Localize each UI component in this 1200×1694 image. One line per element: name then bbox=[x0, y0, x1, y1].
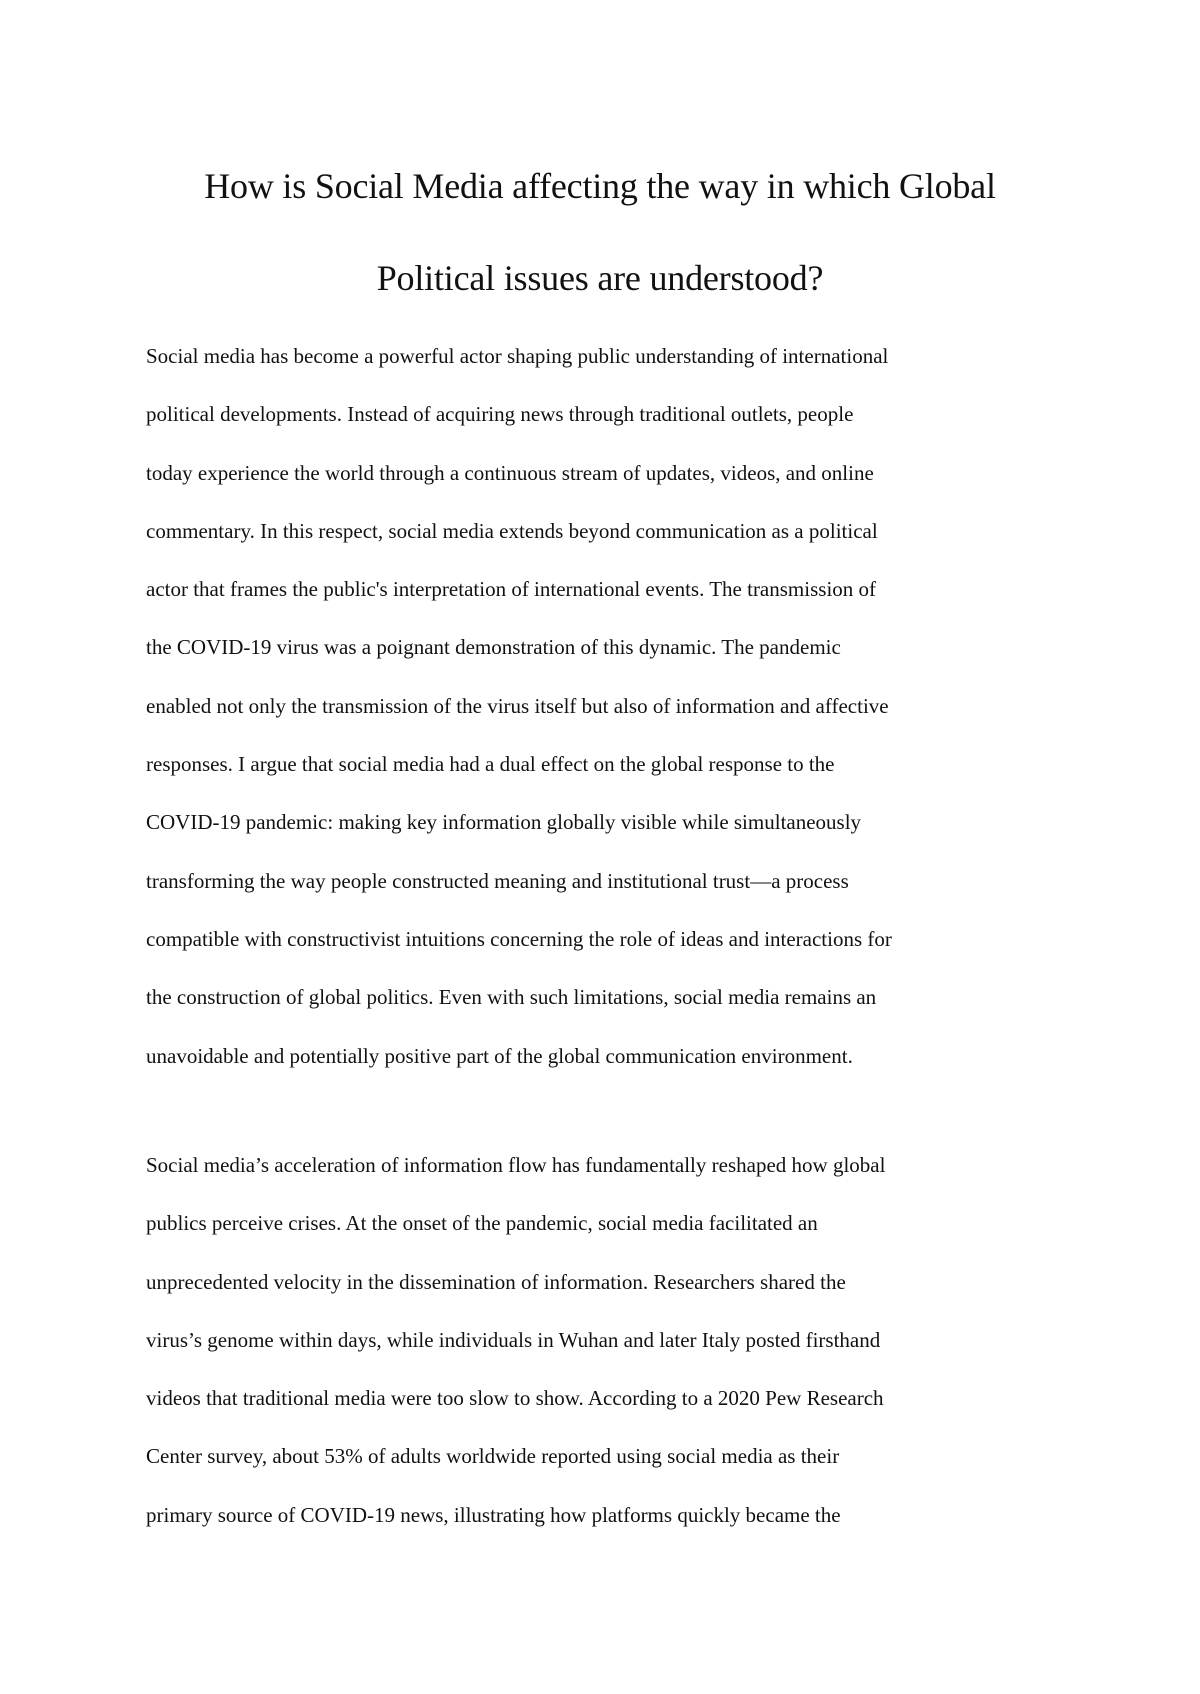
title-line: Political issues are understood? bbox=[376, 258, 824, 298]
text-line: virus’s genome within days, while individuals in Wuhan and later Italy posted firsthand bbox=[146, 1327, 881, 1352]
text-line: videos that traditional media were too slow to show. According to a 2020 Pew Research bbox=[146, 1386, 884, 1411]
text-line: enabled not only the transmission of the virus itself but also of information and affective bbox=[146, 693, 889, 718]
text-line: publics perceive crises. At the onset of the pandemic, social media facilitated an bbox=[146, 1211, 818, 1236]
text-line: Center survey, about 53% of adults worldwide reported using social media as their bbox=[146, 1444, 840, 1469]
text-line: unavoidable and potentially positive part of the global communication environment. bbox=[146, 1043, 853, 1068]
text-line: actor that frames the public's interpretation of international events. The transmission of bbox=[146, 577, 877, 602]
text-line: Social media’s acceleration of information flow has fundamentally reshaped how global bbox=[146, 1153, 886, 1177]
text-line: political developments. Instead of acquiring news through traditional outlets, people bbox=[146, 402, 854, 427]
text-line: Social media has become a powerful actor shaping public understanding of international bbox=[146, 344, 889, 368]
paragraph-introduction bbox=[146, 327, 1066, 1085]
title-line: How is Social Media affecting the way in which Global bbox=[204, 166, 996, 206]
paragraph-information-flow bbox=[146, 1136, 1066, 1544]
text-line: the COVID-19 virus was a poignant demonstration of this dynamic. The pandemic bbox=[146, 635, 841, 660]
text-line: unprecedented velocity in the dissemination of information. Researchers shared the bbox=[146, 1269, 846, 1294]
text-line: responses. I argue that social media had a dual effect on the global response to the bbox=[146, 752, 835, 777]
text-line: compatible with constructivist intuitions concerning the role of ideas and interactions for bbox=[146, 926, 892, 951]
text-line: the construction of global politics. Even with such limitations, social media remains an bbox=[146, 985, 877, 1010]
text-line: today experience the world through a continuous stream of updates, videos, and online bbox=[146, 460, 874, 485]
text-line: COVID-19 pandemic: making key information globally visible while simultaneously bbox=[146, 810, 862, 835]
text-line: transforming the way people constructed meaning and institutional trust—a process bbox=[146, 868, 849, 893]
document-title bbox=[120, 140, 1080, 324]
text-line: primary source of COVID-19 news, illustrating how platforms quickly became the bbox=[146, 1502, 841, 1527]
text-line: commentary. In this respect, social media extends beyond communication as a political bbox=[146, 518, 878, 543]
